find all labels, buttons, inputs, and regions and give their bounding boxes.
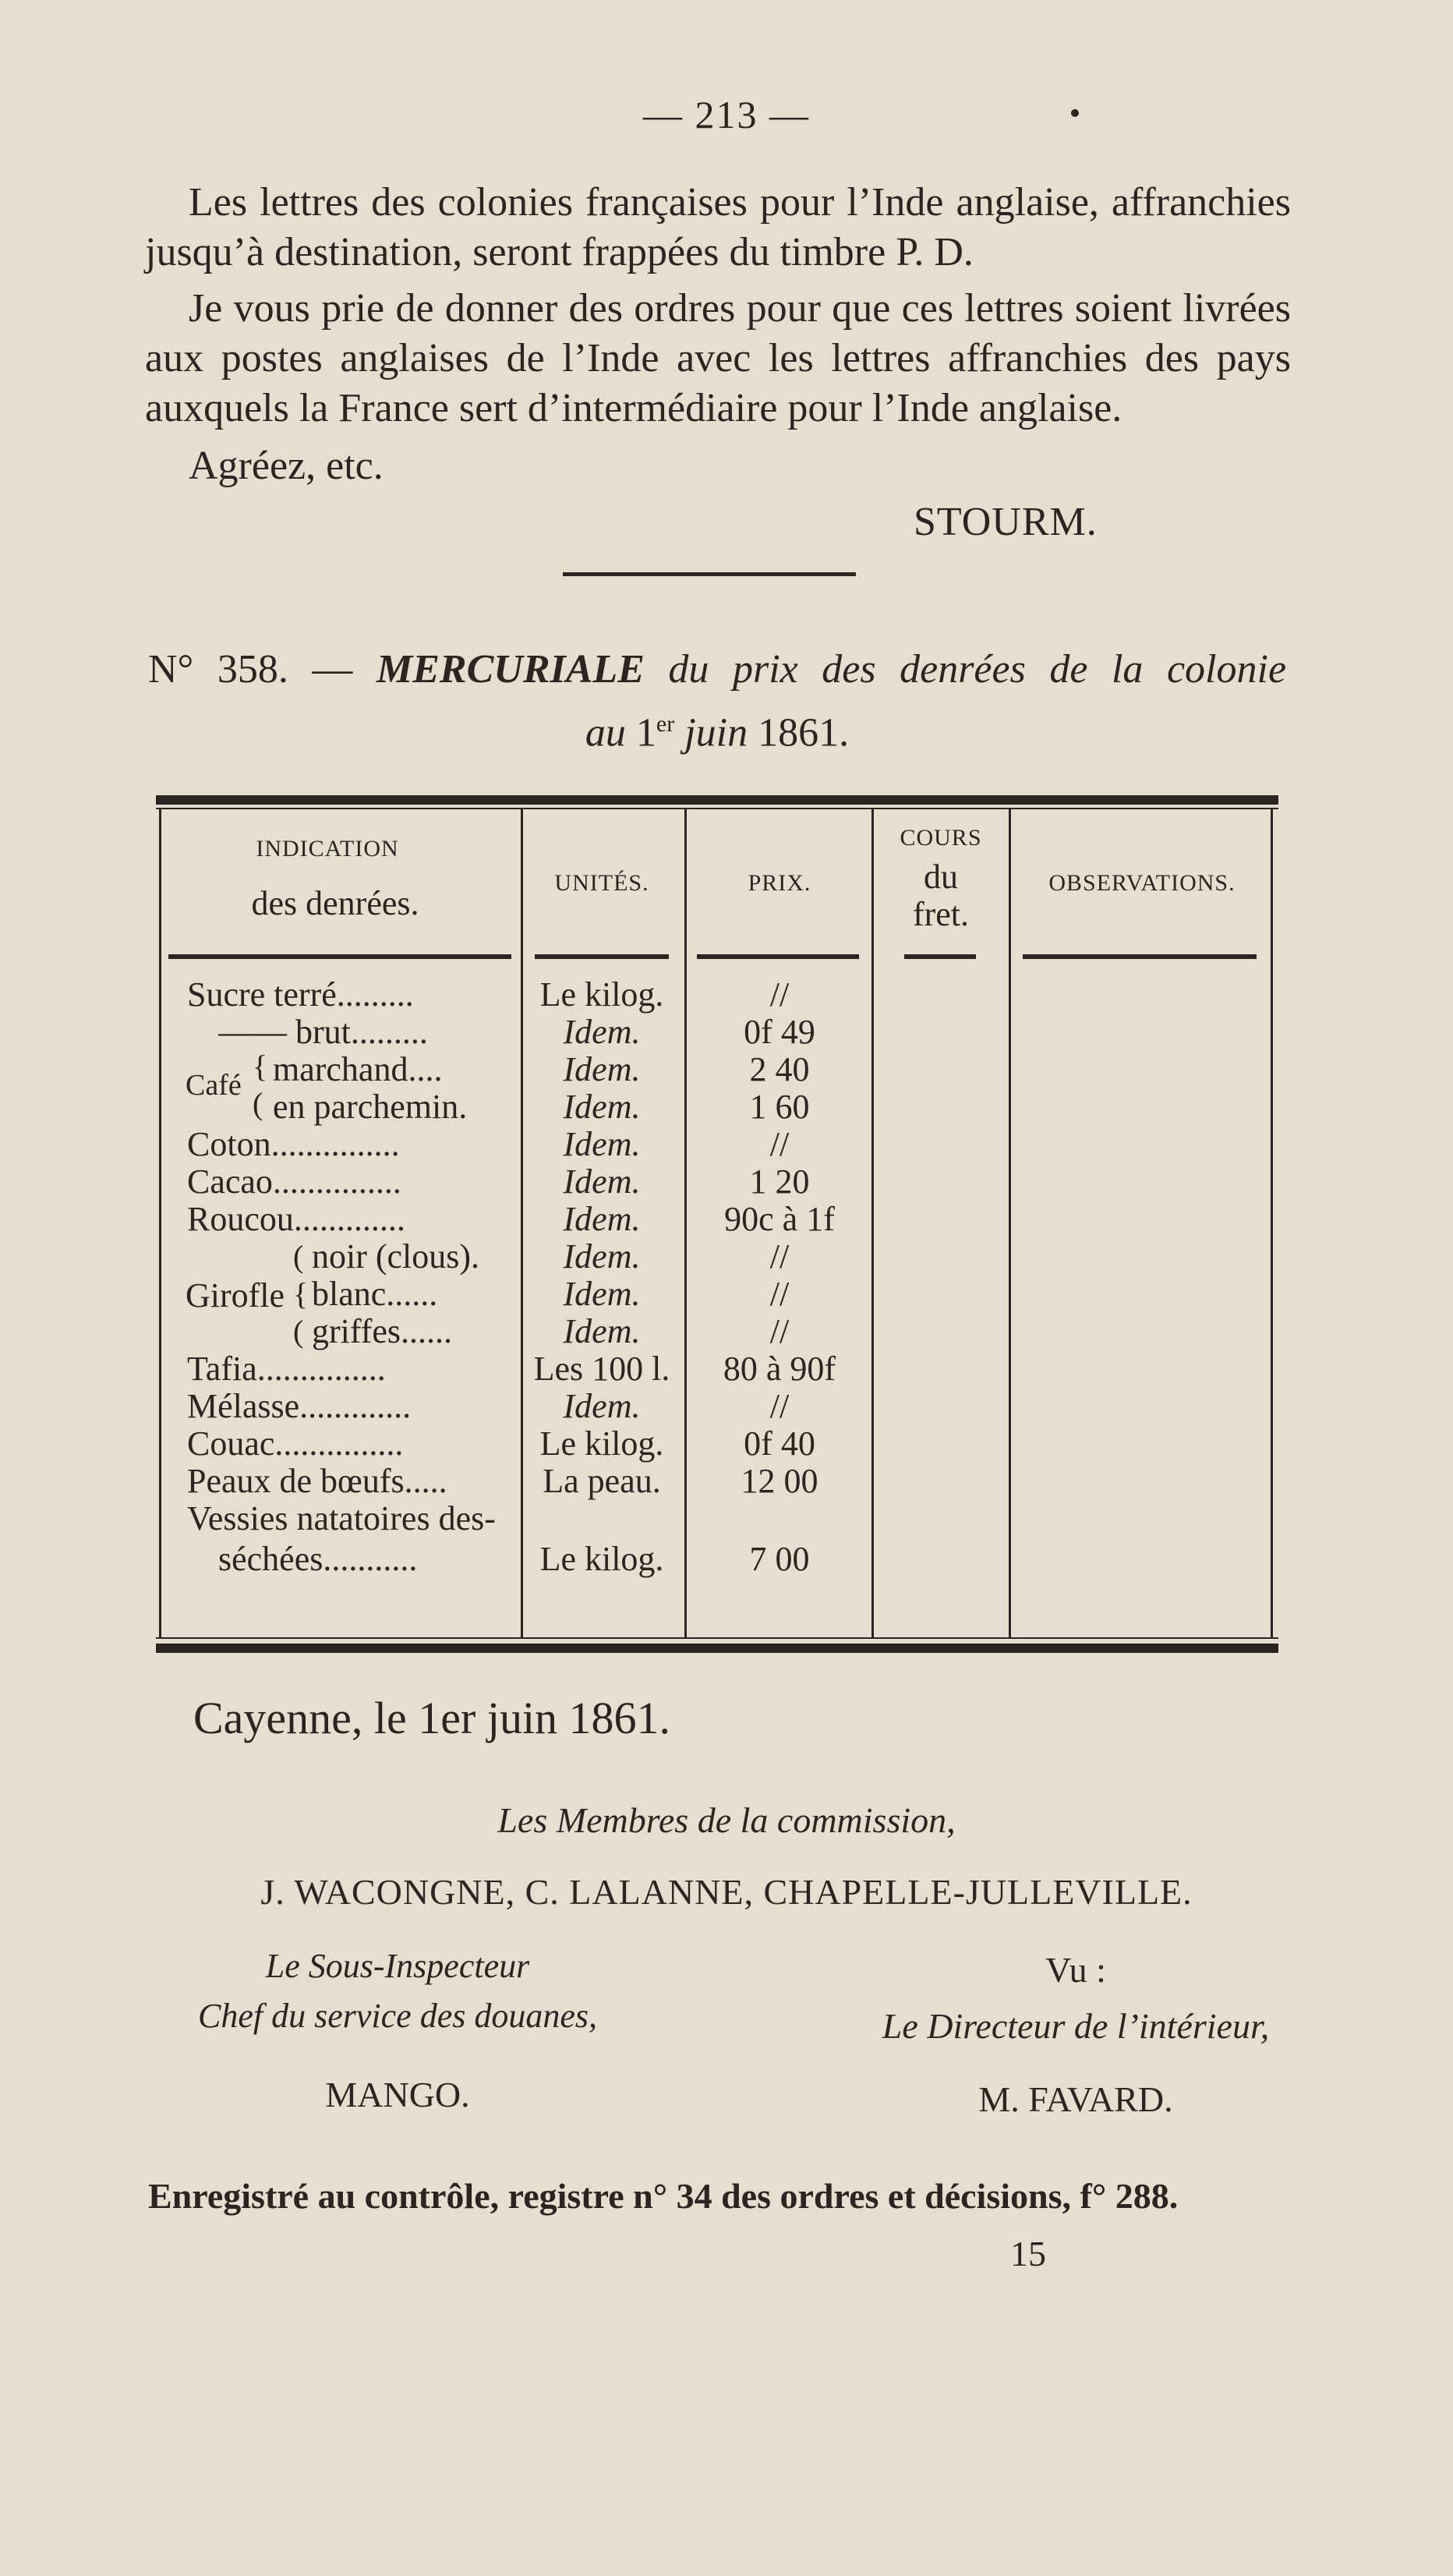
brace-girofle: ( { ( <box>293 1239 309 1349</box>
header-observations: OBSERVATIONS. <box>1048 870 1236 896</box>
right-signature-name: M. FAVARD. <box>978 2079 1173 2119</box>
section-divider <box>563 572 856 576</box>
table-row: —— brut......... Idem. 0f 49 <box>218 1013 815 1051</box>
header-rule-5 <box>1023 954 1257 959</box>
table-bottom-border <box>156 1644 1278 1653</box>
table-row: Roucou............. Idem. 90c à 1f <box>187 1200 835 1238</box>
header-cours: COURS <box>900 825 982 851</box>
table-row: Vessies natatoires des- <box>187 1500 496 1537</box>
header-unites: UNITÉS. <box>554 870 649 896</box>
table-top-border <box>156 795 1278 805</box>
table-bottom-rule <box>156 1637 1278 1639</box>
table-row: Peaux de bœufs..... La peau. 12 00 <box>187 1462 818 1500</box>
signature-mark: 15 <box>1010 2234 1046 2273</box>
commission-members: J. WACONGNE, C. LALANNE, CHAPELLE-JULLEVILLE. <box>260 1872 1193 1912</box>
registration-note: Enregistré au contrôle, registre n° 34 des ordres et décisions, f° 288. <box>148 2176 1179 2216</box>
ink-dot <box>1071 109 1079 117</box>
price-table <box>156 795 1278 1654</box>
group-label-cafe: Café <box>186 1069 242 1102</box>
heading-title: MERCURIALE <box>376 647 645 692</box>
right-signature-vu: Vu : <box>1045 1950 1106 1990</box>
table-row: Sucre terré......... Le kilog. // <box>187 975 790 1014</box>
table-row: séchées........... Le kilog. 7 00 <box>218 1540 810 1578</box>
table-top-rule <box>156 808 1278 809</box>
header-indication: INDICATION <box>256 836 399 862</box>
header-rule-2 <box>535 954 669 959</box>
left-signature-name: MANGO. <box>325 2075 470 2114</box>
table-row: marchand.... Idem. 2 40 <box>273 1050 810 1088</box>
left-signature-title: Le Sous-Inspecteur <box>265 1947 530 1985</box>
left-signature-office: Chef du service des douanes, <box>198 1997 597 2035</box>
table-row: en parchemin. Idem. 1 60 <box>273 1088 810 1126</box>
header-rule-3 <box>697 954 859 959</box>
section-heading <box>148 642 1286 760</box>
page-number: — 213 — <box>643 93 810 136</box>
header-rule-1 <box>168 954 511 959</box>
table-row: blanc...... Idem. // <box>312 1275 790 1313</box>
heading-rest: du prix des denrées de la colonie <box>668 647 1287 692</box>
header-du: du <box>924 858 958 896</box>
letter-signature: STOURM. <box>914 500 1098 544</box>
right-signature-office: Le Directeur de l’intérieur, <box>882 2006 1270 2046</box>
table-row: Cacao............... Idem. 1 20 <box>187 1162 810 1201</box>
table-row: Coton............... Idem. // <box>187 1125 790 1163</box>
table-row: Mélasse............. Idem. // <box>187 1387 790 1425</box>
commission-label: Les Membres de la commission, <box>497 1800 956 1840</box>
table-row: griffes...... Idem. // <box>312 1312 790 1350</box>
header-fret: fret. <box>912 895 970 933</box>
group-label-girofle: Girofle <box>186 1276 285 1315</box>
heading-line-2: au 1er juin 1861. <box>585 710 850 755</box>
letter-paragraph-2: Je vous prie de donner des ordres pour que ces lettres soient livrées aux postes anglaises de l’Inde avec les lettres affranchies des pays auxquels la France sert d’intermédiaire pour l’Inde anglaise. <box>145 286 1291 430</box>
header-prix: PRIX. <box>748 870 811 896</box>
place-date: Cayenne, le 1er juin 1861. <box>193 1693 671 1743</box>
table-row: Couac............... Le kilog. 0f 40 <box>187 1424 815 1463</box>
table-row: noir (clous). Idem. // <box>312 1237 790 1276</box>
heading-number: N° 358. — <box>148 647 353 692</box>
brace-cafe: { ( <box>253 1049 268 1121</box>
letter-closing: Agréez, etc. <box>189 444 384 488</box>
header-rule-4 <box>904 954 976 959</box>
letter-paragraph-1: Les lettres des colonies françaises pour l’Inde anglaise, affranchies jusqu’à destination, seront frappées du timbre P. D. <box>145 180 1291 274</box>
heading-line-1 <box>148 642 1286 697</box>
table-row: Tafia............... Les 100 l. 80 à 90f <box>187 1350 836 1388</box>
header-denrees: des denrées. <box>251 884 419 922</box>
